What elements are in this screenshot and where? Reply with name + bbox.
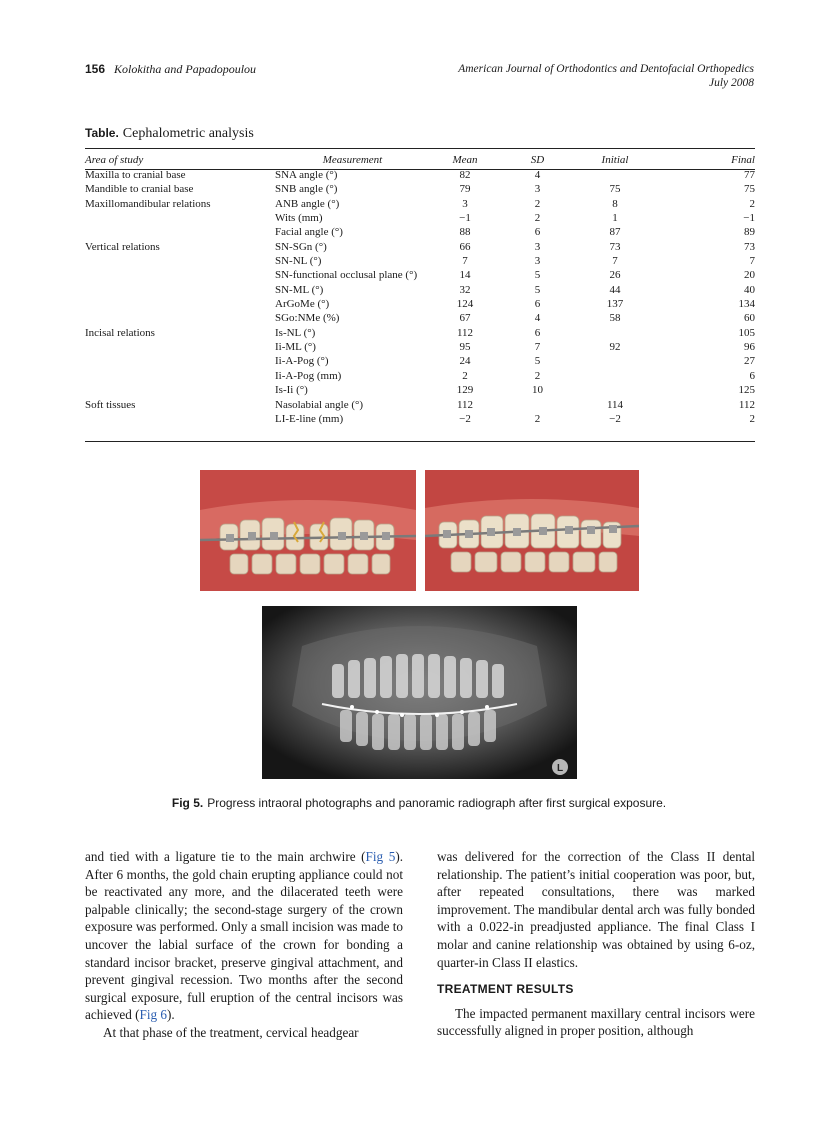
cell-initial: 137 <box>606 298 624 311</box>
cell-sd: 6 <box>534 326 541 339</box>
col-header-final: Final <box>731 153 755 166</box>
table-row <box>85 340 755 354</box>
cell-measurement: SNA angle (°) <box>275 169 338 181</box>
cell-area <box>85 268 275 282</box>
col-header-sd: SD <box>530 153 545 166</box>
cell-mean: 24 <box>459 355 471 368</box>
table-row <box>85 168 755 182</box>
cell-measurement: Is-NL (°) <box>275 326 316 339</box>
cell-mean: −2 <box>459 412 471 425</box>
cell-area <box>85 340 275 354</box>
journal-name: American Journal of Orthodontics and Dentofacial Orthopedics <box>458 63 754 75</box>
cell-measurement: Is-Ii (°) <box>275 384 308 397</box>
table-row <box>85 297 755 311</box>
cell-final: 40 <box>744 283 755 296</box>
cell-area <box>85 369 275 383</box>
table-row <box>85 197 755 211</box>
body-column-left <box>85 848 403 1042</box>
cell-initial: 1 <box>612 212 618 225</box>
cell-final: 20 <box>744 269 755 282</box>
cell-area: Maxillomandibular relations <box>85 197 211 210</box>
table-row <box>85 211 755 225</box>
cell-final: 134 <box>738 298 755 311</box>
cell-initial: 7 <box>612 255 618 268</box>
cell-area <box>85 412 275 426</box>
cell-measurement: SN-NL (°) <box>275 255 322 268</box>
figure-caption <box>0 796 838 810</box>
cell-initial: 26 <box>609 269 621 282</box>
cell-sd: 4 <box>534 169 541 181</box>
cell-final: 96 <box>744 341 755 354</box>
cell-mean: 66 <box>459 240 471 253</box>
table-row <box>85 268 755 282</box>
cell-final: 73 <box>744 240 755 253</box>
cell-measurement: ArGoMe (°) <box>275 298 330 311</box>
panoramic-radiograph <box>262 606 577 779</box>
text-run: ). After 6 months, the gold chain erupting appliance could not be reactivated any more, and the dilacerated teeth were palpable clinically; the second-stage surgery of the crown exposure was performed. Only a small incision was made to uncover the labial surface of the crown for bonding a standard incisor bracket, preserve gingival attachment, and prevent gingival recession. Two months after the second surgical exposure, full eruption of the central incisors was achieved ( <box>85 849 404 1023</box>
cell-area <box>85 283 275 297</box>
cell-sd: 4 <box>534 312 541 325</box>
running-header-right <box>458 62 754 90</box>
cell-area: Soft tissues <box>85 398 136 411</box>
cell-initial: 114 <box>606 398 624 411</box>
cell-sd: 5 <box>534 355 541 368</box>
table-top-rule <box>85 148 755 149</box>
running-authors: Kolokitha and Papadopoulou <box>114 62 257 76</box>
paragraph-left-2 <box>85 1024 403 1042</box>
table-row <box>85 369 755 383</box>
table-header-row <box>85 151 755 168</box>
cell-final: 2 <box>749 197 755 210</box>
text-run: and tied with a ligature tie to the main archwire ( <box>85 849 366 864</box>
table-body <box>85 168 755 426</box>
cell-mean: 2 <box>462 369 468 382</box>
cell-final: 6 <box>749 369 755 382</box>
cell-mean: 129 <box>456 384 474 397</box>
cell-initial <box>575 326 655 340</box>
table-row <box>85 240 755 254</box>
intraoral-photo-right <box>425 470 639 591</box>
cell-area <box>85 383 275 397</box>
table-row <box>85 254 755 268</box>
cell-area <box>85 354 275 368</box>
intraoral-photo-left-drawing <box>200 470 416 591</box>
cell-sd: 6 <box>534 226 541 239</box>
cell-sd: 6 <box>534 298 541 311</box>
table-label: Table. <box>85 126 119 140</box>
table-row <box>85 225 755 239</box>
cell-sd: 5 <box>534 283 541 296</box>
cell-final: 7 <box>749 255 755 268</box>
paragraph-left-1 <box>85 848 403 1024</box>
cell-sd: 2 <box>534 197 541 210</box>
cell-measurement: ANB angle (°) <box>275 197 340 210</box>
table-row <box>85 311 755 325</box>
cell-mean: 79 <box>459 183 471 196</box>
paragraph-right-1: was delivered for the correction of the Class II dental relationship. The patient’s initial cooperation was poor, but, after repeated consultations, there was marked improvement. The mandibular dental arch was fully bonded with a 0.022-in preadjusted appliance. The final Class I molar and canine relationship was obtained by using 6-oz, quarter-in Class II elastics. <box>437 849 755 970</box>
cell-area <box>85 254 275 268</box>
cell-measurement: Ii-A-Pog (°) <box>275 355 329 368</box>
cell-mean: −1 <box>459 212 471 225</box>
cell-measurement: SN-functional occlusal plane (°) <box>275 269 418 282</box>
table-row <box>85 383 755 397</box>
col-header-mean: Mean <box>452 153 478 166</box>
cell-sd: 3 <box>534 240 541 253</box>
cell-measurement: SN-ML (°) <box>275 283 324 296</box>
cell-final: 112 <box>738 398 755 411</box>
cell-final: 77 <box>744 169 755 181</box>
cell-area: Vertical relations <box>85 240 160 253</box>
table-row <box>85 326 755 340</box>
cell-measurement: LI-E-line (mm) <box>275 412 344 425</box>
table-row <box>85 354 755 368</box>
table-row <box>85 398 755 412</box>
radiograph-side-marker: L <box>556 763 564 774</box>
body-column-right <box>437 848 755 1040</box>
cell-initial <box>575 383 655 397</box>
cell-sd: 2 <box>534 212 541 225</box>
cell-final: −1 <box>743 212 755 225</box>
cell-area <box>85 211 275 225</box>
running-header-left <box>85 62 256 77</box>
cell-measurement: Wits (mm) <box>275 212 323 225</box>
table-row <box>85 283 755 297</box>
cell-sd: 2 <box>534 412 541 425</box>
col-header-area: Area of study <box>85 153 144 166</box>
page-number: 156 <box>85 62 106 76</box>
figure-caption-text: Progress intraoral photographs and panoramic radiograph after first surgical exposure. <box>207 796 667 810</box>
cell-final: 105 <box>738 326 755 339</box>
table-bottom-rule <box>85 441 755 442</box>
cell-area <box>85 311 275 325</box>
cell-mean: 67 <box>459 312 471 325</box>
text-run: ). <box>167 1007 175 1023</box>
cell-mean: 88 <box>459 226 471 239</box>
panoramic-radiograph-drawing <box>262 606 577 779</box>
table-row <box>85 182 755 196</box>
cell-measurement: SN-SGn (°) <box>275 240 327 253</box>
cell-initial: 44 <box>609 283 621 296</box>
cell-measurement: SNB angle (°) <box>275 183 338 196</box>
cell-mean: 14 <box>459 269 471 282</box>
cell-mean: 124 <box>456 298 474 311</box>
cell-mean: 112 <box>456 398 474 411</box>
cell-sd: 7 <box>534 341 541 354</box>
cell-measurement: SGo:NMe (%) <box>275 312 340 325</box>
paragraph-right-2: The impacted permanent maxillary central incisors were successfully aligned in proper position, although <box>437 1005 755 1039</box>
text-run: At that phase of the treatment, cervical headgear <box>103 1024 359 1040</box>
issue-date: July 2008 <box>708 77 754 89</box>
cell-initial: 8 <box>612 197 618 210</box>
cell-initial: 87 <box>609 226 621 239</box>
intraoral-photo-right-drawing <box>425 470 639 591</box>
cell-area: Mandible to cranial base <box>85 183 194 196</box>
cell-initial <box>575 354 655 368</box>
cell-measurement: Facial angle (°) <box>275 226 343 239</box>
cell-initial <box>575 369 655 383</box>
cell-area <box>85 225 275 239</box>
cell-sd <box>500 398 575 412</box>
cell-initial: 58 <box>609 312 621 325</box>
cell-measurement: Nasolabial angle (°) <box>275 398 364 411</box>
figure-label: Fig 5. <box>171 796 204 810</box>
cell-area: Maxilla to cranial base <box>85 169 186 181</box>
cell-final: 89 <box>744 226 755 239</box>
cell-area: Incisal relations <box>85 326 155 339</box>
cell-final: 27 <box>744 355 755 368</box>
cell-final: 2 <box>749 412 755 425</box>
cell-initial: −2 <box>609 412 621 425</box>
cell-sd: 10 <box>532 384 543 397</box>
cell-mean: 32 <box>459 283 471 296</box>
cell-initial: 92 <box>609 341 621 354</box>
cell-final: 125 <box>738 384 755 397</box>
cell-sd: 3 <box>534 183 541 196</box>
cell-mean: 112 <box>456 326 474 339</box>
cell-final: 60 <box>744 312 755 325</box>
cell-initial: 75 <box>609 183 621 196</box>
cell-measurement: Ii-A-Pog (mm) <box>275 369 342 382</box>
figure-ref-link[interactable]: Fig 5 <box>365 849 396 864</box>
cell-sd: 5 <box>534 269 541 282</box>
table-row <box>85 412 755 426</box>
cephalometric-table <box>85 151 755 426</box>
figure-ref-link[interactable]: Fig 6 <box>139 1007 168 1023</box>
table-title-text: Cephalometric analysis <box>122 126 254 141</box>
cell-initial: 73 <box>609 240 621 253</box>
col-header-measurement: Measurement <box>322 153 383 166</box>
cell-initial <box>575 168 655 182</box>
cell-mean: 82 <box>459 169 471 181</box>
col-header-initial: Initial <box>601 153 629 166</box>
section-heading: TREATMENT RESULTS <box>437 982 574 997</box>
cell-mean: 3 <box>462 197 468 210</box>
cell-sd: 2 <box>534 369 541 382</box>
cell-final: 75 <box>744 183 755 196</box>
cell-mean: 95 <box>459 341 471 354</box>
cell-mean: 7 <box>462 255 468 268</box>
intraoral-photo-left <box>200 470 416 591</box>
cell-sd: 3 <box>534 255 541 268</box>
table-title <box>85 126 254 142</box>
cell-area <box>85 297 275 311</box>
cell-measurement: Ii-ML (°) <box>275 341 316 354</box>
